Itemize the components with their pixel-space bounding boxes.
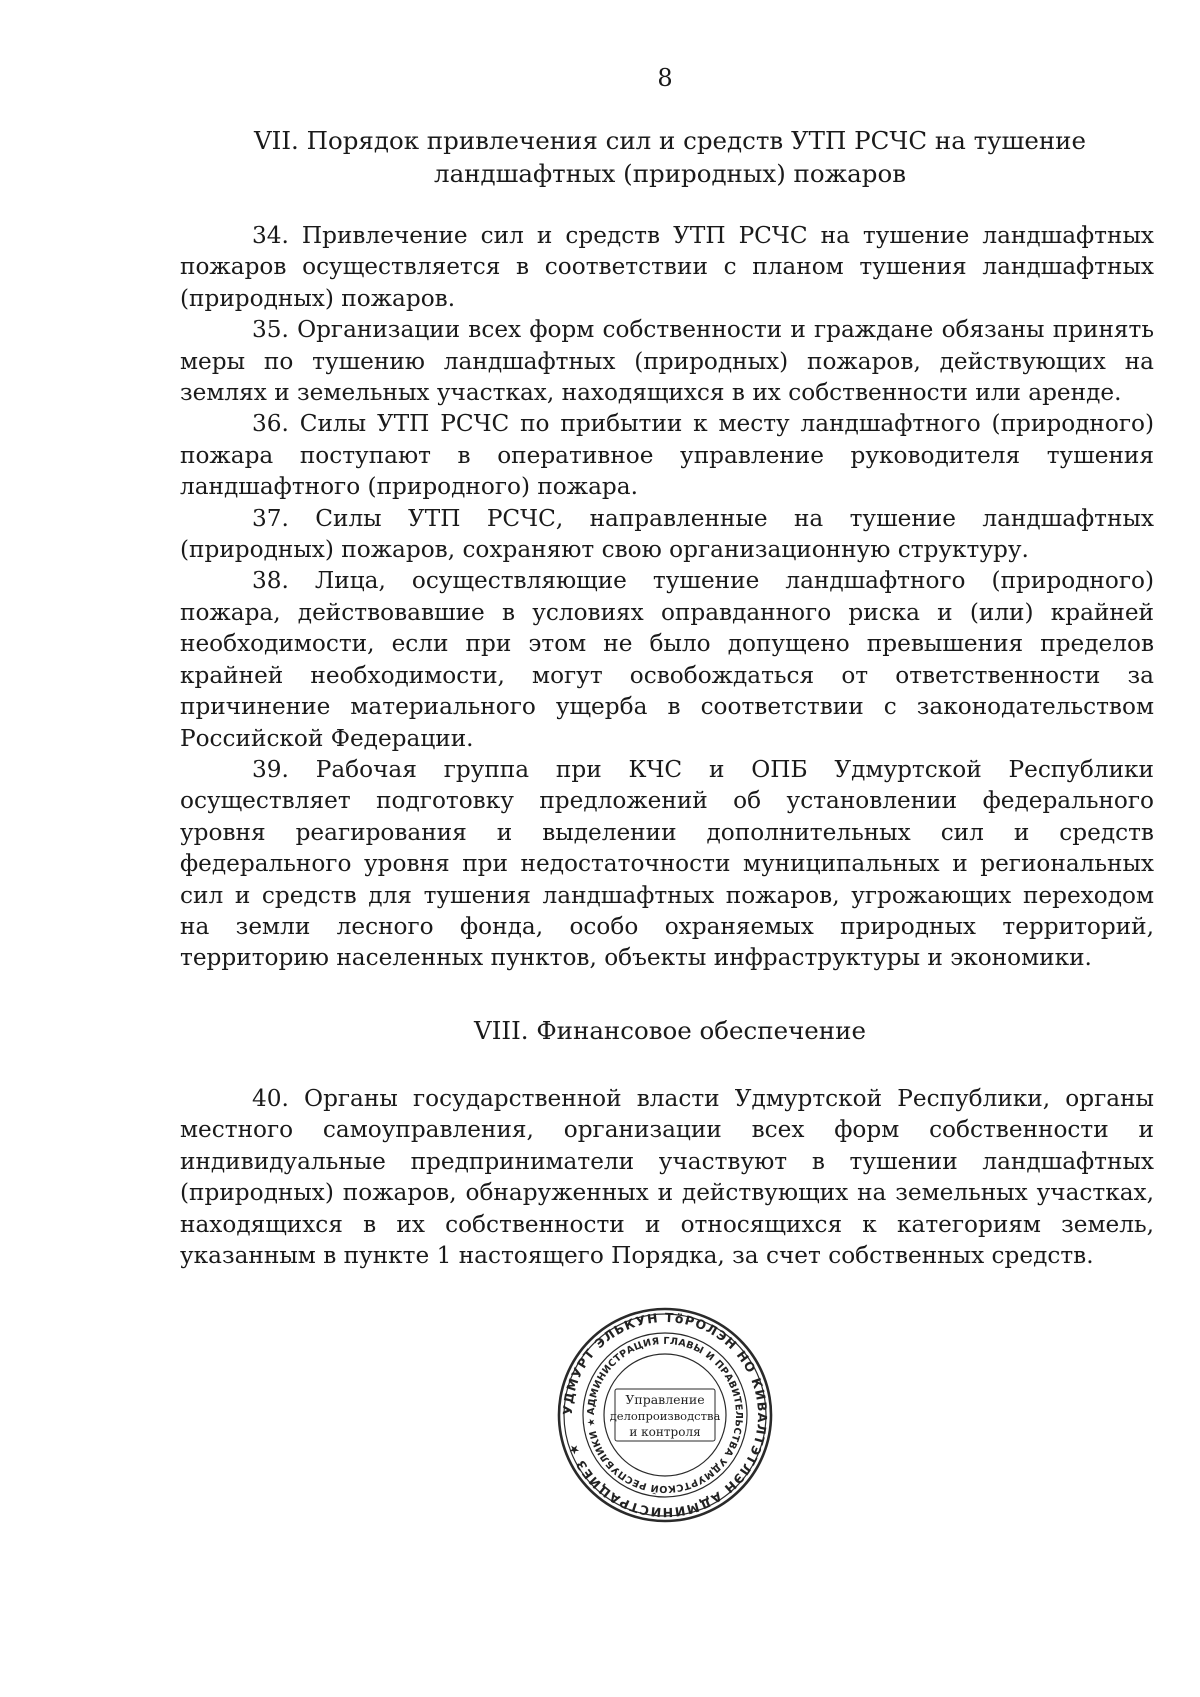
seal-outer-ring-text: УДМУРТ ЭЛЬКУН ТӧРОЛЭН НО КИВАЛТЭТЛЭН АДМИНИСТРАЦИЕЗ ★: [559, 1309, 771, 1521]
seal-center-line3: и контроля: [629, 1425, 701, 1439]
section-8-body: [180, 1083, 1154, 1271]
section-7-heading: [180, 124, 1160, 190]
paragraph-36: 36. Силы УТП РСЧС по прибытии к месту ландшафтного (природного) пожара поступают в оперативное управление руководителя тушения ландшафтного (природного) пожара.: [180, 410, 1154, 501]
page-number: 8: [657, 64, 673, 92]
section-8-heading: VIII. Финансовое обеспечение: [474, 1016, 866, 1045]
paragraph-38: 38. Лица, осуществляющие тушение ландшафтного (природного) пожара, действовавшие в условиях оправданного риска и (или) крайней необходимости, если при этом не было допущено превышения пределов крайней необходимости, могут освобождаться от ответственности за причинение материального ущерба в соответствии с законодательством Российской Федерации.: [180, 567, 1154, 752]
paragraph-35: 35. Организации всех форм собственности и граждане обязаны принять меры по тушению ландшафтных (природных) пожаров, действующих на землях и земельных участках, находящихся в их собственности или аренде.: [180, 316, 1154, 407]
section-7-body: [180, 220, 1154, 974]
paragraph-40: 40. Органы государственной власти Удмуртской Республики, органы местного самоуправления, организации всех форм собственности и индивидуальные предприниматели участвуют в тушении ландшафтных (природных) пожаров, обнаруженных и действующих на земельных участках, находящихся в их собственности и относящихся к категориям земель, указанным в пункте 1 настоящего Порядка, за счет собственных средств.: [180, 1085, 1154, 1270]
seal-center-line1: Управление: [625, 1392, 705, 1407]
seal-center-line2: делопроизводства: [609, 1409, 721, 1423]
paragraph-37: 37. Силы УТП РСЧС, направленные на тушение ландшафтных (природных) пожаров, сохраняют свою организационную структуру.: [180, 504, 1154, 564]
section-7-heading-line1: VII. Порядок привлечения сил и средств УТП РСЧС на тушение: [253, 126, 1086, 155]
section-7-heading-line2: ландшафтных (природных) пожаров: [434, 159, 906, 188]
seal-inner-ring-text: АДМИНИСТРАЦИЯ ГЛАВЫ И ПРАВИТЕЛЬСТВА УДМУРТСКОЙ РЕСПУБЛИКИ ★: [585, 1335, 745, 1495]
paragraph-39: 39. Рабочая группа при КЧС и ОПБ Удмуртской Республики осуществляет подготовку предложений об установлении федерального уровня реагирования и выделении дополнительных сил и средств федерального уровня при недостаточности муниципальных и региональных сил и средств для тушения ландшафтных пожаров, угрожающих переходом на земли лесного фонда, особо охраняемых природных территорий, территорию населенных пунктов, объекты инфраструктуры и экономики.: [180, 755, 1154, 972]
official-seal: [555, 1305, 775, 1525]
seal-stamp-graphic: [555, 1305, 775, 1525]
paragraph-34: 34. Привлечение сил и средств УТП РСЧС на тушение ландшафтных пожаров осуществляется в соответствии с планом тушения ландшафтных (природных) пожаров.: [180, 222, 1154, 312]
